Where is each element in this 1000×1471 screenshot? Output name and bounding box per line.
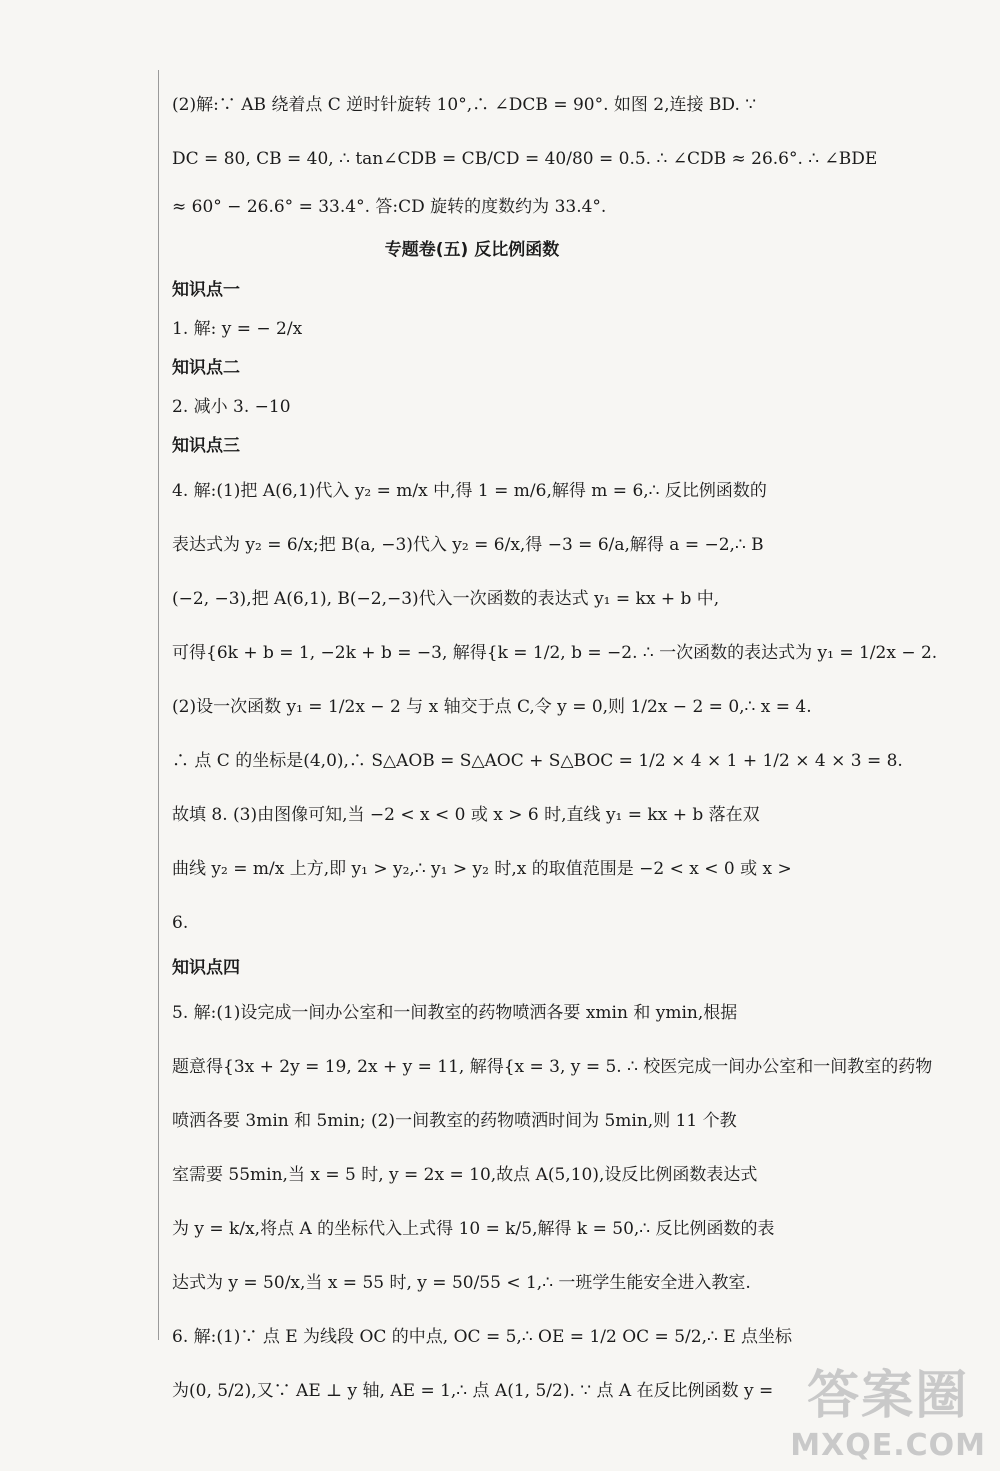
- section-title: 专题卷(五) 反比例函数: [384, 240, 560, 260]
- answer-2-3: 2. 减小 3. −10: [172, 397, 291, 417]
- answer-1: 1. 解: y = − 2/x: [172, 319, 303, 339]
- part2-line-2: DC = 80, CB = 40, ∴ tan∠CDB = CB/CD = 40/80 = 0.5. ∴ ∠CDB ≈ 26.6°. ∴ ∠BDE: [172, 149, 878, 169]
- answer-5-6-line: 5. 解:(1)设完成一间办公室和一间教室的药物喷洒各要 xmin 和 ymin,根据: [172, 1003, 738, 1023]
- answer-4-line: 6.: [172, 913, 189, 933]
- answer-5-6-line: 6. 解:(1)∵ 点 E 为线段 OC 的中点, OC = 5,∴ OE = 1/2 OC = 5/2,∴ E 点坐标: [172, 1327, 793, 1347]
- answer-5-6-line: 喷洒各要 3min 和 5min; (2)一间教室的药物喷洒时间为 5min,则 11 个教: [172, 1111, 737, 1131]
- answer-4-line: 可得{6k + b = 1, −2k + b = −3, 解得{k = 1/2, b = −2. ∴ 一次函数的表达式为 y₁ = 1/2x − 2.: [172, 643, 938, 663]
- knowledge-heading-3: 知识点三: [172, 436, 240, 456]
- part2-line-1: (2)解:∵ AB 绕着点 C 逆时针旋转 10°,∴ ∠DCB = 90°. 如图 2,连接 BD. ∵: [172, 95, 757, 115]
- answer-5-6-line: 达式为 y = 50/x,当 x = 55 时, y = 50/55 < 1,∴ 一班学生能安全进入教室.: [172, 1273, 751, 1293]
- answer-4-line: ∴ 点 C 的坐标是(4,0),∴ S△AOB = S△AOC + S△BOC = 1/2 × 4 × 1 + 1/2 × 4 × 3 = 8.: [172, 751, 903, 771]
- answer-5-6-line: 为 y = k/x,将点 A 的坐标代入上式得 10 = k/5,解得 k = 50,∴ 反比例函数的表: [172, 1219, 775, 1239]
- site-watermark: [790, 1353, 986, 1463]
- answer-4-line: 曲线 y₂ = m/x 上方,即 y₁ > y₂,∴ y₁ > y₂ 时,x 的取值范围是 −2 < x < 0 或 x >: [172, 859, 792, 879]
- left-margin-rule: [158, 70, 159, 1340]
- answer-4-line: (−2, −3),把 A(6,1), B(−2,−3)代入一次函数的表达式 y₁ = kx + b 中,: [172, 589, 720, 609]
- knowledge-heading-2: 知识点二: [172, 358, 240, 378]
- answer-4-line: (2)设一次函数 y₁ = 1/2x − 2 与 x 轴交于点 C,令 y = 0,则 1/2x − 2 = 0,∴ x = 4.: [172, 697, 812, 717]
- answer-4-line: 4. 解:(1)把 A(6,1)代入 y₂ = m/x 中,得 1 = m/6,解得 m = 6,∴ 反比例函数的: [172, 481, 767, 501]
- answer-5-6-line: 室需要 55min,当 x = 5 时, y = 2x = 10,故点 A(5,10),设反比例函数表达式: [172, 1165, 758, 1185]
- answer-5-6-line: 为(0, 5/2),又∵ AE ⊥ y 轴, AE = 1,∴ 点 A(1, 5/2). ∵ 点 A 在反比例函数 y =: [172, 1381, 774, 1401]
- answer-4-line: 表达式为 y₂ = 6/x;把 B(a, −3)代入 y₂ = 6/x,得 −3 = 6/a,解得 a = −2,∴ B: [172, 535, 764, 555]
- knowledge-heading-4: 知识点四: [172, 958, 240, 978]
- knowledge-heading-1: 知识点一: [172, 280, 240, 300]
- answer-4-line: 故填 8. (3)由图像可知,当 −2 < x < 0 或 x > 6 时,直线 y₁ = kx + b 落在双: [172, 805, 760, 825]
- watermark-logo-text: 答案圈: [807, 1366, 970, 1426]
- part2-line-3: ≈ 60° − 26.6° = 33.4°. 答:CD 旋转的度数约为 33.4°.: [172, 197, 607, 217]
- answer-5-6-line: 题意得{3x + 2y = 19, 2x + y = 11, 解得{x = 3, y = 5. ∴ 校医完成一间办公室和一间教室的药物: [172, 1057, 933, 1077]
- watermark-url: MXQE.COM: [790, 1428, 986, 1463]
